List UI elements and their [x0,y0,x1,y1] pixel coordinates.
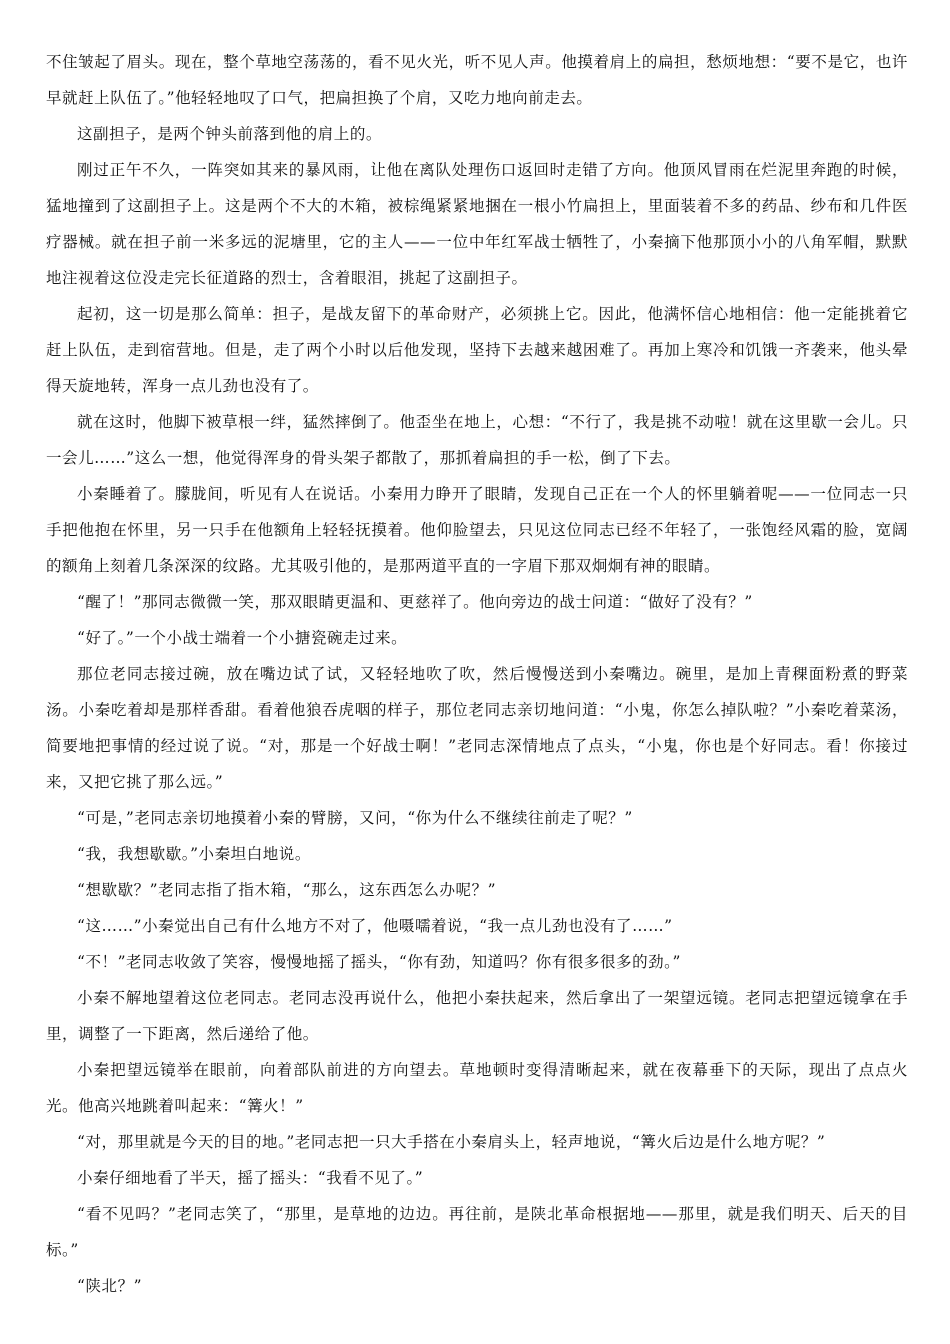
paragraph-16: 小秦把望远镜举在眼前，向着部队前进的方向望去。草地顿时变得清晰起来，就在夜幕垂下的天际，现出了点点火光。他高兴地跳着叫起来：“篝火！” [46,1061,908,1115]
paragraph-3: 刚过正午不久，一阵突如其来的暴风雨，让他在离队处理伤口返回时走错了方向。他顶风冒雨在烂泥里奔跑的时候，猛地撞到了这副担子上。这是两个不大的木箱，被棕绳紧紧地捆在一根小竹扁担上，里面装着不多的药品、纱布和几件医疗器械。就在担子前一米多远的泥塘里，它的主人——一位中年红军战士牺牲了，小秦摘下他那顶小小的八角军帽，默默地注视着这位没走完长征道路的烈士，含着眼泪，挑起了这副担子。 [46,161,908,287]
paragraph-5: 就在这时，他脚下被草根一绊，猛然摔倒了。他歪坐在地上，心想：“不行了，我是挑不动啦！就在这里歇一会儿。只一会儿……”这么一想，他觉得浑身的骨头架子都散了，那抓着扁担的手一松，倒了下去。 [46,413,908,467]
paragraph-2: 这副担子，是两个钟头前落到他的肩上的。 [77,125,382,143]
paragraph-15: 小秦不解地望着这位老同志。老同志没再说什么，他把小秦扶起来，然后拿出了一架望远镜。老同志把望远镜拿在手里，调整了一下距离，然后递给了他。 [46,989,908,1043]
paragraph-20: “陕北？” [77,1277,143,1295]
paragraph-6: 小秦睡着了。朦胧间，听见有人在说话。小秦用力睁开了眼睛，发现自己正在一个人的怀里躺着呢——一位同志一只手把他抱在怀里，另一只手在他额角上轻轻抚摸着。他仰脸望去，只见这位同志已经不年轻了，一张饱经风霜的脸，宽阔的额角上刻着几条深深的纹路。尤其吸引他的，是那两道平直的一字眉下那双炯炯有神的眼睛。 [46,485,908,575]
paragraph-1: 不住皱起了眉头。现在，整个草地空荡荡的，看不见火光，听不见人声。他摸着肩上的扁担，愁烦地想：“要不是它，也许早就赶上队伍了。”他轻轻地叹了口气，把扁担换了个肩，又吃力地向前走去。 [46,53,908,107]
paragraph-9: 那位老同志接过碗，放在嘴边试了试，又轻轻地吹了吹，然后慢慢送到小秦嘴边。碗里，是加上青稞面粉煮的野菜汤。小秦吃着却是那样香甜。看着他狼吞虎咽的样子，那位老同志亲切地问道：“小鬼，你怎么掉队啦？”小秦吃着菜汤，简要地把事情的经过说了说。“对，那是一个好战士啊！”老同志深情地点了点头，“小鬼，你也是个好同志。看！你接过来，又把它挑了那么远。” [46,665,908,791]
paragraph-8: “好了。”一个小战士端着一个小搪瓷碗走过来。 [77,629,408,647]
paragraph-19: “看不见吗？”老同志笑了，“那里，是草地的边边。再往前，是陕北革命根据地——那里，就是我们明天、后天的目标。” [46,1205,908,1259]
paragraph-13: “这……”小秦觉出自己有什么地方不对了，他嗫嚅着说，“我一点儿劲也没有了……” [77,917,673,935]
paragraph-12: “想歇歇？”老同志指了指木箱，“那么，这东西怎么办呢？” [77,881,497,899]
paragraph-10: “可是，”老同志亲切地摸着小秦的臂膀，又问，“你为什么不继续往前走了呢？” [77,809,633,827]
paragraph-18: 小秦仔细地看了半天，摇了摇头：“我看不见了。” [77,1169,424,1187]
paragraph-7: “醒了！”那同志微微一笑，那双眼睛更温和、更慈祥了。他向旁边的战士问道：“做好了没有？” [77,593,753,611]
paragraph-4: 起初，这一切是那么简单：担子，是战友留下的革命财产，必须挑上它。因此，他满怀信心地相信：他一定能挑着它赶上队伍，走到宿营地。但是，走了两个小时以后他发现，坚持下去越来越困难了。再加上寒冷和饥饿一齐袭来，他头晕得天旋地转，浑身一点儿劲也没有了。 [46,305,908,395]
paragraph-11: “我，我想歇歇。”小秦坦白地说。 [77,845,311,863]
paragraph-14: “不！”老同志收敛了笑容，慢慢地摇了摇头，“你有劲，知道吗？你有很多很多的劲。” [77,953,681,971]
paragraph-17: “对，那里就是今天的目的地。”老同志把一只大手搭在小秦肩头上，轻声地说，“篝火后边是什么地方呢？” [77,1133,826,1151]
